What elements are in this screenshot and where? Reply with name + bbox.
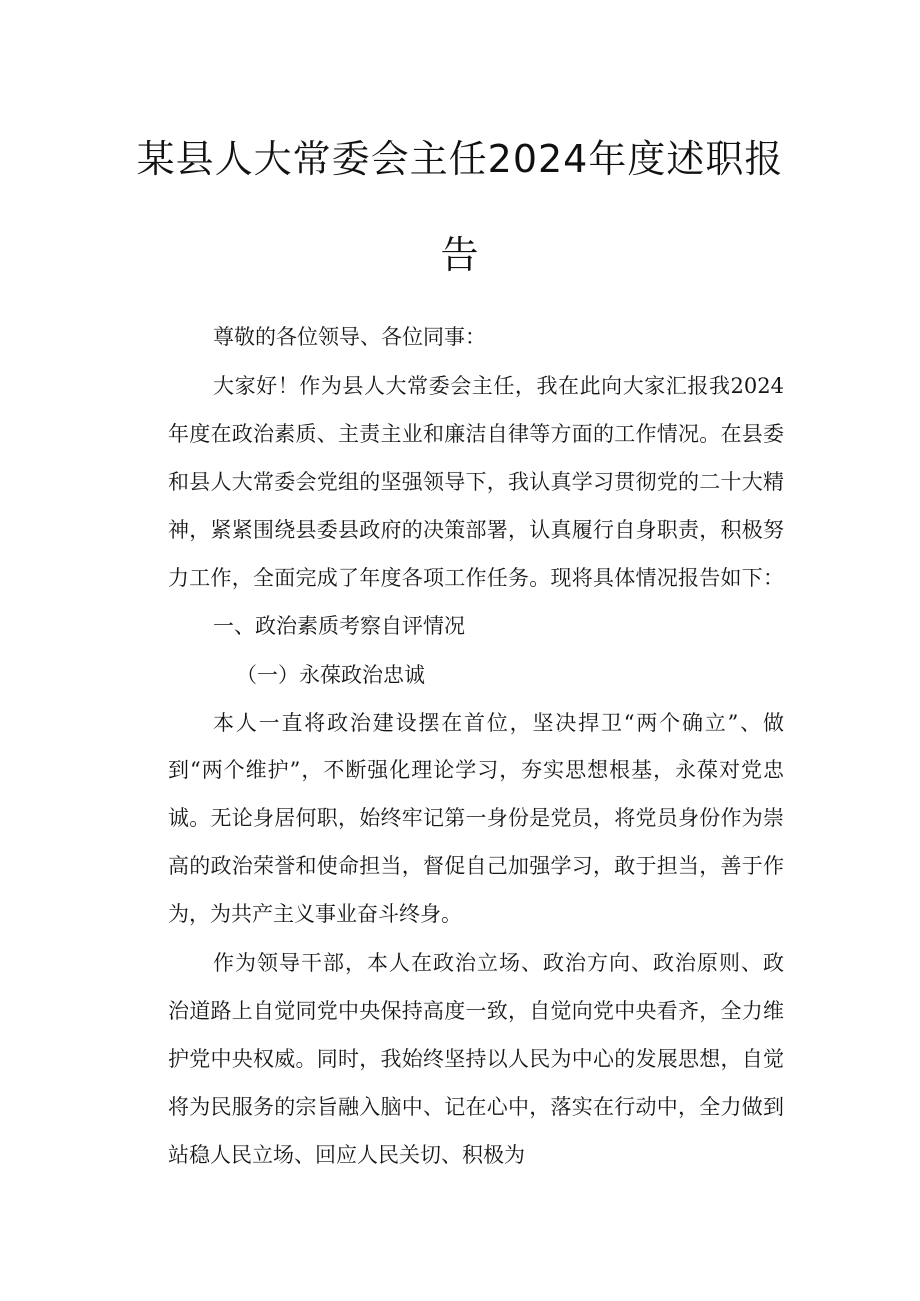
paragraph-line: 到“两个维护”，不断强化理论学习，夯实思想根基，永葆对党忠 [168, 758, 784, 782]
document-title-line-2: 告 [440, 233, 480, 277]
subsection-heading: （一）永葆政治忠诚 [236, 663, 425, 687]
paragraph-line: 诚。无论身居何职，始终牢记第一身份是党员，将党员身份作为崇 [168, 806, 784, 830]
intro-line: 大家好！作为县人大常委会主任，我在此向大家汇报我2024 [213, 374, 784, 398]
paragraph-line: 高的政治荣誉和使命担当，督促自己加强学习，敢于担当，善于作 [168, 854, 784, 878]
paragraph-line: 作为领导干部，本人在政治立场、政治方向、政治原则、政 [213, 951, 784, 975]
salutation: 尊敬的各位领导、各位同事： [213, 325, 486, 349]
paragraph-line: 本人一直将政治建设摆在首位，坚决捍卫“两个确立”、做 [213, 711, 784, 735]
paragraph-line: 将为民服务的宗旨融入脑中、记在心中，落实在行动中，全力做到 [168, 1095, 784, 1119]
intro-line: 年度在政治素质、主责主业和廉洁自律等方面的工作情况。在县委 [168, 422, 784, 446]
paragraph-line: 治道路上自觉同党中央保持高度一致，自觉向党中央看齐，全力维 [168, 999, 784, 1023]
document-title-line-1: 某县人大常委会主任2024年度述职报 [136, 137, 784, 181]
intro-line: 和县人大常委会党组的坚强领导下，我认真学习贯彻党的二十大精 [168, 470, 784, 494]
paragraph-line: 护党中央权威。同时，我始终坚持以人民为中心的发展思想，自觉 [168, 1047, 784, 1071]
section-heading: 一、政治素质考察自评情况 [213, 614, 465, 638]
paragraph-line: 站稳人民立场、回应人民关切、积极为 [168, 1143, 525, 1167]
intro-line: 神，紧紧围绕县委县政府的决策部署，认真履行自身职责，积极努 [168, 518, 784, 542]
paragraph-line: 为，为共产主义事业奋斗终身。 [168, 902, 462, 926]
intro-line: 力工作，全面完成了年度各项工作任务。现将具体情况报告如下： [168, 566, 784, 590]
